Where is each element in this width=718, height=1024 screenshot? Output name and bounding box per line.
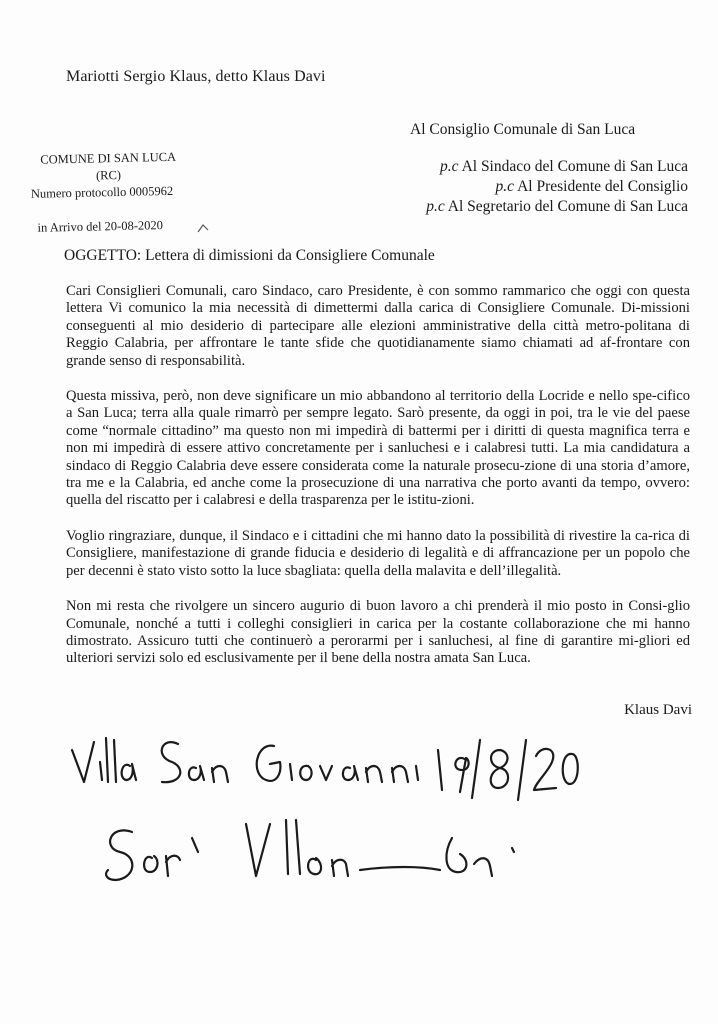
recipient-cc-3 [358, 197, 688, 217]
sender-name: Mariotti Sergio Klaus, detto Klaus Davi [66, 68, 326, 85]
stamp-province: (RC) [95, 167, 122, 183]
body-paragraph-2: Questa missiva, però, non deve significare un mio abbandono al territorio della Locride e nello spe-cifico a San Luca; terra alla quale rimarrò per sempre legato. Sarò presente, da oggi in poi, tra le vie del paese come “normale cittadino” ma questo non mi impedirà di battermi per i diritti di questa magnifica terra e non mi impedirà di essere attivo concretamente per i sanluchesi e i calabresi tutti. La mia candidatura a sindaco di Reggio Calabria deve essere considerata come la naturale prosecu-zione di una storia d’amore, tra me e la Calabria, ed anche come la prosecuzione di una narrativa che porto avanti da tempo, ovvero: quella del riscatto per i calabresi e della trasparenza per le istitu-zioni. [66, 388, 690, 509]
cc-prefix: p.c [426, 198, 445, 215]
body-paragraph-4: Non mi resta che rivolgere un sincero augurio di buon lavoro a chi prenderà il mio posto in Consi-glio Comunale, nonché a tutti i colleghi consiglieri in carica per la costante collaborazione che mi hanno dimostrato. Assicuro tutti che continuerò a perorarmi per i sanluchesi, al fine di garantire mi-gliori ed ulteriori servizi solo ed esclusivamente per il bene della nostra amata San Luca. [66, 598, 690, 667]
recipient-cc-1 [358, 157, 688, 177]
cc-text: Al Segretario del Comune di San Luca [444, 198, 688, 215]
cc-text: Al Presidente del Consiglio [514, 178, 688, 195]
scan-mark [196, 222, 210, 236]
handwritten-signature-area [60, 720, 580, 920]
body-paragraph-1: Cari Consiglieri Comunali, caro Sindaco, caro Presidente, è con sommo rammarico che oggi con questa lettera Vi comunico la mia necessità di dimettermi dalla carica di Consigliere Comunale. Di-missioni conseguenti al mio desiderio di partecipare alle elezioni amministrative della città metro-politana di Reggio Calabria, per affrontare le tante sfide che quotidianamente siamo chiamati ad af-frontare con grande senso di responsabilità. [66, 283, 690, 369]
letter-body [66, 283, 690, 686]
recipients-block [358, 120, 688, 217]
cc-prefix: p.c [495, 178, 515, 195]
recipient-cc-2 [358, 177, 688, 197]
cc-prefix: p.c [440, 158, 459, 175]
body-paragraph-3: Voglio ringraziare, dunque, il Sindaco e i cittadini che mi hanno dato la possibilità di rivestire la ca-rica di Consigliere, manifestazione di grande fiducia e desiderio di legalità e di affrancazione per un popolo che per decenni è stato visto sotto la luce sbagliata: quella della malavita e dell’illegalità. [66, 527, 690, 579]
stamp-title: COMUNE DI SAN LUCA [40, 149, 177, 167]
stamp-protocol: Numero protocollo 0005962 [30, 183, 174, 201]
protocol-stamp [24, 148, 194, 236]
cc-text: Al Sindaco del Comune di San Luca [458, 158, 688, 175]
recipient-main: Al Consiglio Comunale di San Luca [410, 121, 636, 138]
handwritten-signature-image [60, 720, 580, 920]
subject-line: OGGETTO: Lettera di dimissioni da Consigliere Comunale [64, 247, 435, 264]
closing-name: Klaus Davi [624, 702, 692, 718]
stamp-arrival: in Arrivo del 20-08-2020 [37, 218, 164, 235]
